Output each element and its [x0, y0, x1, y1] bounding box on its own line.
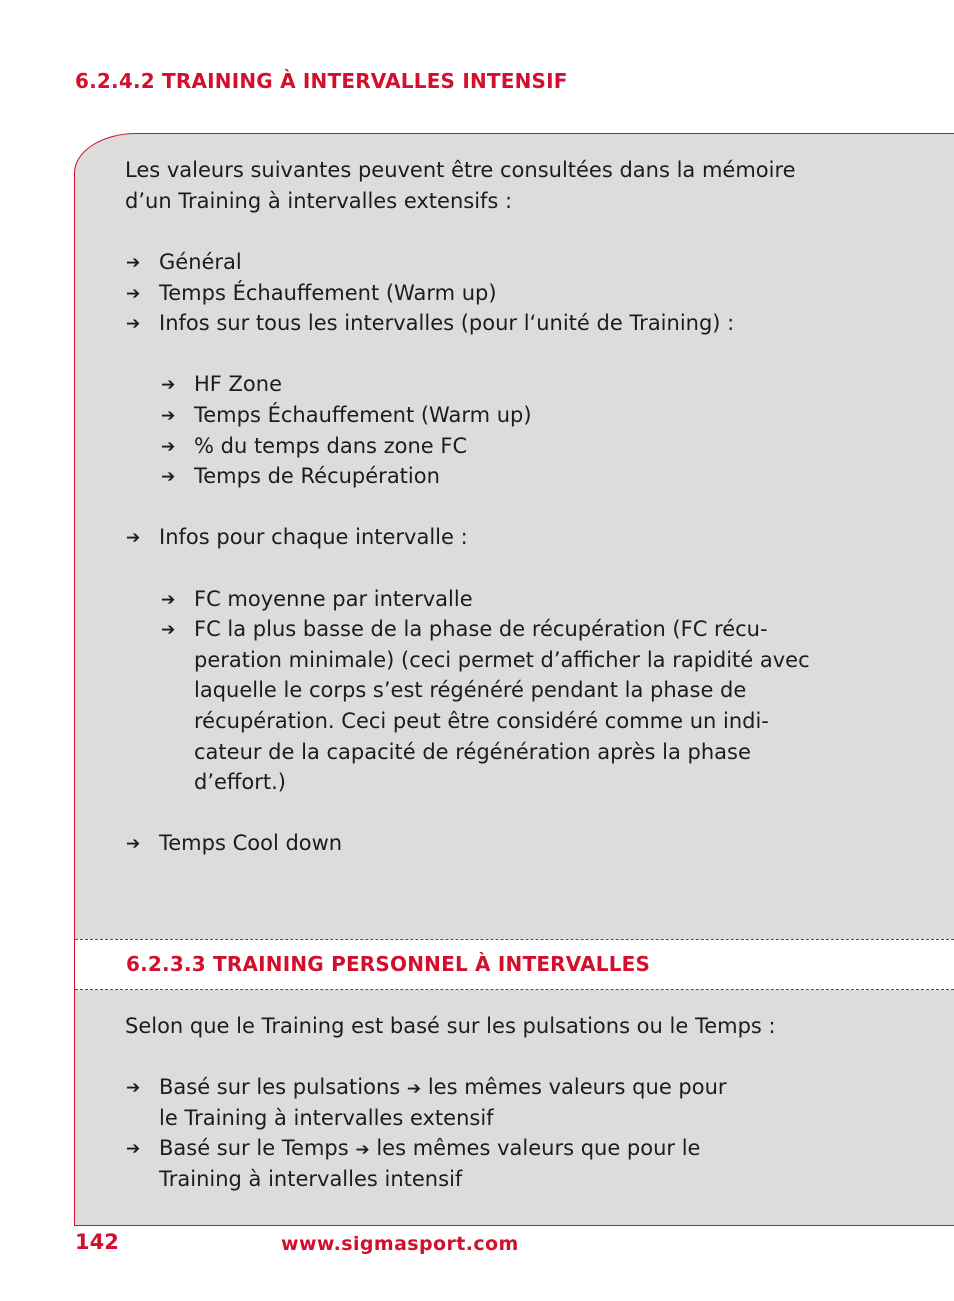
list-item: Temps Échauffement (Warm up)	[159, 281, 497, 305]
arrow-icon: ➔	[126, 284, 141, 304]
list-item: Temps Cool down	[159, 831, 343, 855]
arrow-icon: ➔	[161, 375, 176, 395]
sub-list-item-line: récupération. Ceci peut être considéré comme un indi-	[194, 709, 769, 733]
list-item: Général	[159, 250, 242, 274]
arrow-icon: ➔	[161, 590, 176, 610]
list-item-line: le Training à intervalles extensif	[159, 1106, 494, 1130]
list-item	[159, 1072, 727, 1105]
list-item-detail: les mêmes valeurs que pour	[427, 1075, 727, 1099]
list-item-detail: les mêmes valeurs que pour le	[376, 1136, 701, 1160]
arrow-icon: ➔	[126, 253, 141, 273]
arrow-icon: ➔	[161, 467, 176, 487]
intro-line-2: d’un Training à intervalles extensifs :	[125, 189, 513, 213]
arrow-icon: ➔	[126, 314, 141, 334]
list-item-line: Training à intervalles intensif	[159, 1167, 463, 1191]
list-item: Infos pour chaque intervalle :	[159, 525, 468, 549]
arrow-icon: ➔	[126, 528, 141, 548]
page-heading: 6.2.4.2 TRAINING À INTERVALLES INTENSIF	[75, 69, 568, 93]
section-title: 6.2.3.3 TRAINING PERSONNEL À INTERVALLES	[126, 952, 651, 976]
sub-list-item-line: cateur de la capacité de régénération après la phase	[194, 740, 751, 764]
section-header-band	[75, 939, 954, 990]
arrow-icon: ➔	[161, 620, 176, 640]
arrow-icon: ➔	[126, 1139, 141, 1159]
arrow-icon: ➔	[126, 1078, 141, 1098]
sub-list-item-line: d’effort.)	[194, 770, 286, 794]
page-number: 142	[75, 1230, 119, 1254]
list-item	[159, 1133, 700, 1166]
arrow-icon: ➔	[161, 406, 176, 426]
arrow-icon: ➔	[355, 1140, 370, 1160]
section-intro: Selon que le Training est basé sur les pulsations ou le Temps :	[125, 1014, 776, 1038]
sub-list-item: % du temps dans zone FC	[194, 434, 468, 458]
intro-line-1: Les valeurs suivantes peuvent être consultées dans la mémoire	[125, 158, 796, 182]
sub-list-item: HF Zone	[194, 372, 283, 396]
sub-list-item-line: laquelle le corps s’est régénéré pendant la phase de	[194, 678, 747, 702]
website-link[interactable]: www.sigmasport.com	[281, 1233, 519, 1255]
sub-list-item-line: peration minimale) (ceci permet d’afficher la rapidité avec	[194, 648, 810, 672]
arrow-icon: ➔	[161, 437, 176, 457]
sub-list-item: Temps Échauffement (Warm up)	[194, 403, 532, 427]
list-item-term: Basé sur les pulsations	[159, 1075, 401, 1099]
sub-list-item-line: FC la plus basse de la phase de récupération (FC récu-	[194, 617, 768, 641]
sub-list-item: FC moyenne par intervalle	[194, 587, 473, 611]
sub-list-item: Temps de Récupération	[194, 464, 440, 488]
list-item-term: Basé sur le Temps	[159, 1136, 349, 1160]
list-item: Infos sur tous les intervalles (pour l‘unité de Training) :	[159, 311, 735, 335]
arrow-icon: ➔	[126, 834, 141, 854]
arrow-icon: ➔	[406, 1079, 422, 1099]
